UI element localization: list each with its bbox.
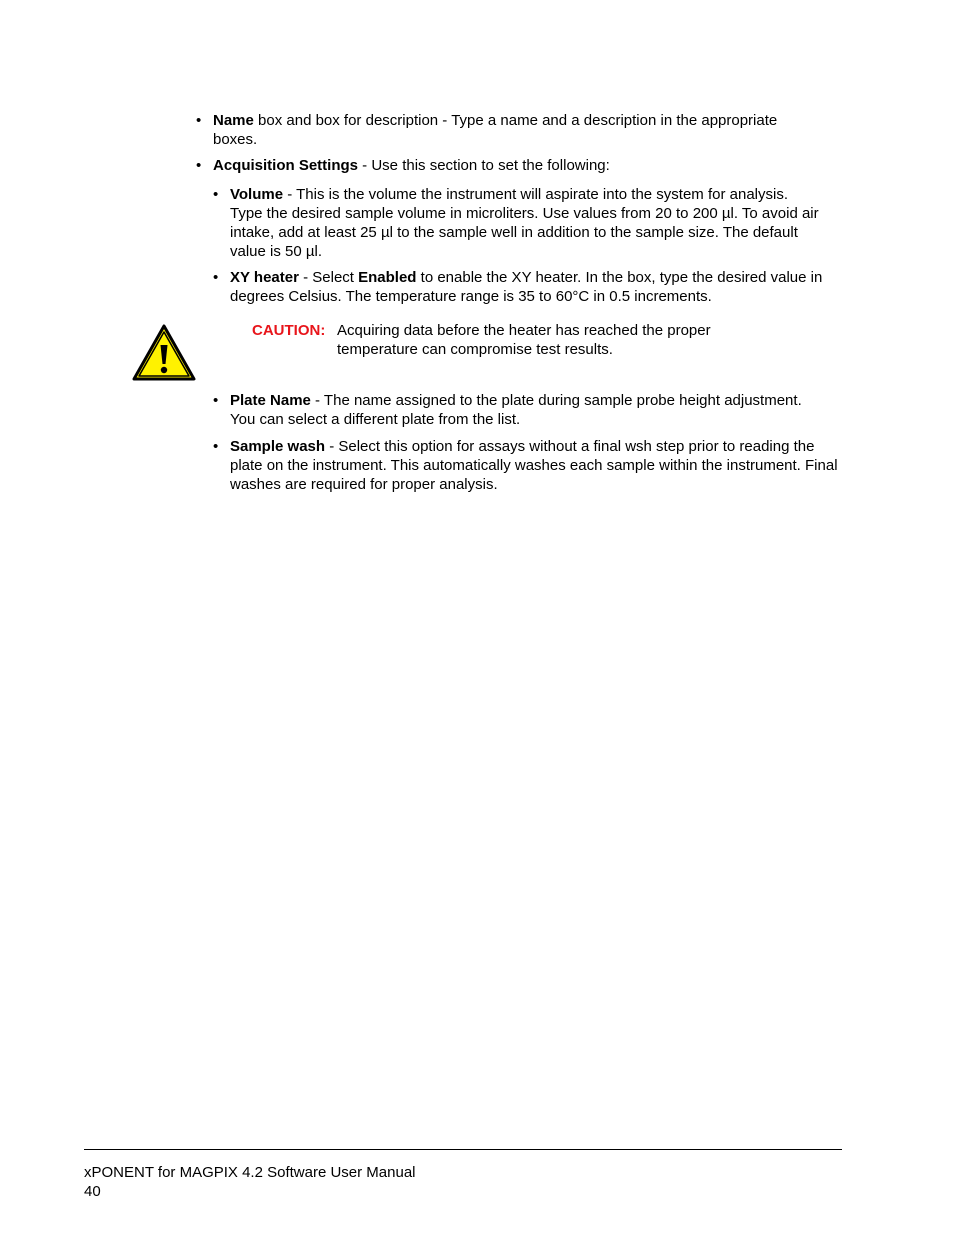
list-item-text — [213, 156, 816, 175]
term-enabled: Enabled — [358, 269, 417, 286]
footer-title: xPONENT for MAGPIX 4.2 Software User Manual — [84, 1164, 416, 1181]
list-item-text — [230, 185, 823, 261]
term-xy-heater: XY heater — [230, 269, 299, 286]
description-xy-heater-part1: - Select — [298, 269, 359, 286]
term-plate-name: Plate Name — [230, 392, 311, 409]
list-item-name — [196, 111, 816, 149]
description-name: box and box for description - Type a name and a description in the appropriate boxes. — [213, 112, 778, 148]
bullet-marker: • — [213, 392, 219, 409]
list-item-sample-wash — [213, 437, 841, 494]
warning-triangle-icon — [131, 323, 197, 383]
footer-divider — [84, 1149, 842, 1150]
bullet-marker: • — [196, 112, 202, 129]
bullet-marker: • — [213, 438, 219, 455]
term-acquisition-settings: Acquisition Settings — [213, 157, 359, 174]
caution-label: CAUTION: — [252, 322, 326, 339]
term-name: Name — [213, 112, 254, 129]
list-item-text — [230, 391, 828, 429]
term-sample-wash: Sample wash — [230, 438, 326, 455]
description-plate-name: - The name assigned to the plate during sample probe height adjustment. You can select a different plate from the list. — [230, 392, 802, 428]
bullet-marker: • — [213, 269, 219, 286]
list-item-acquisition-settings — [196, 156, 816, 175]
bullet-marker: • — [213, 186, 219, 203]
list-item-text — [230, 268, 833, 306]
list-item-volume — [213, 185, 823, 261]
description-sample-wash: - Select this option for assays without a final wsh step prior to reading the plate on the instrument. This automatically washes each sample within the instrument. Final washes are required for proper analysis. — [230, 438, 838, 493]
description-acquisition-settings: - Use this section to set the following: — [358, 157, 610, 174]
page-number: 40 — [84, 1183, 101, 1200]
description-volume: - This is the volume the instrument will aspirate into the system for analysis. Type the desired sample volume in microliters. Use values from 20 to 200 µl. To avoid air intake, add at least 25 µl to the sample well in addition to the sample size. The default value is 50 µl. — [230, 186, 819, 260]
caution-text: Acquiring data before the heater has reached the proper temperature can compromise test results. — [337, 322, 711, 358]
term-volume: Volume — [230, 186, 284, 203]
list-item-text — [213, 111, 816, 149]
bullet-marker: • — [196, 157, 202, 174]
list-item-text — [230, 437, 841, 494]
list-item-plate-name — [213, 391, 828, 429]
list-item-xy-heater — [213, 268, 833, 306]
description-xy-heater-part2: to enable the XY heater. In the box, type the desired value in degrees Celsius. The temperature range is 35 to 60°C in 0.5 increments. — [230, 269, 823, 305]
